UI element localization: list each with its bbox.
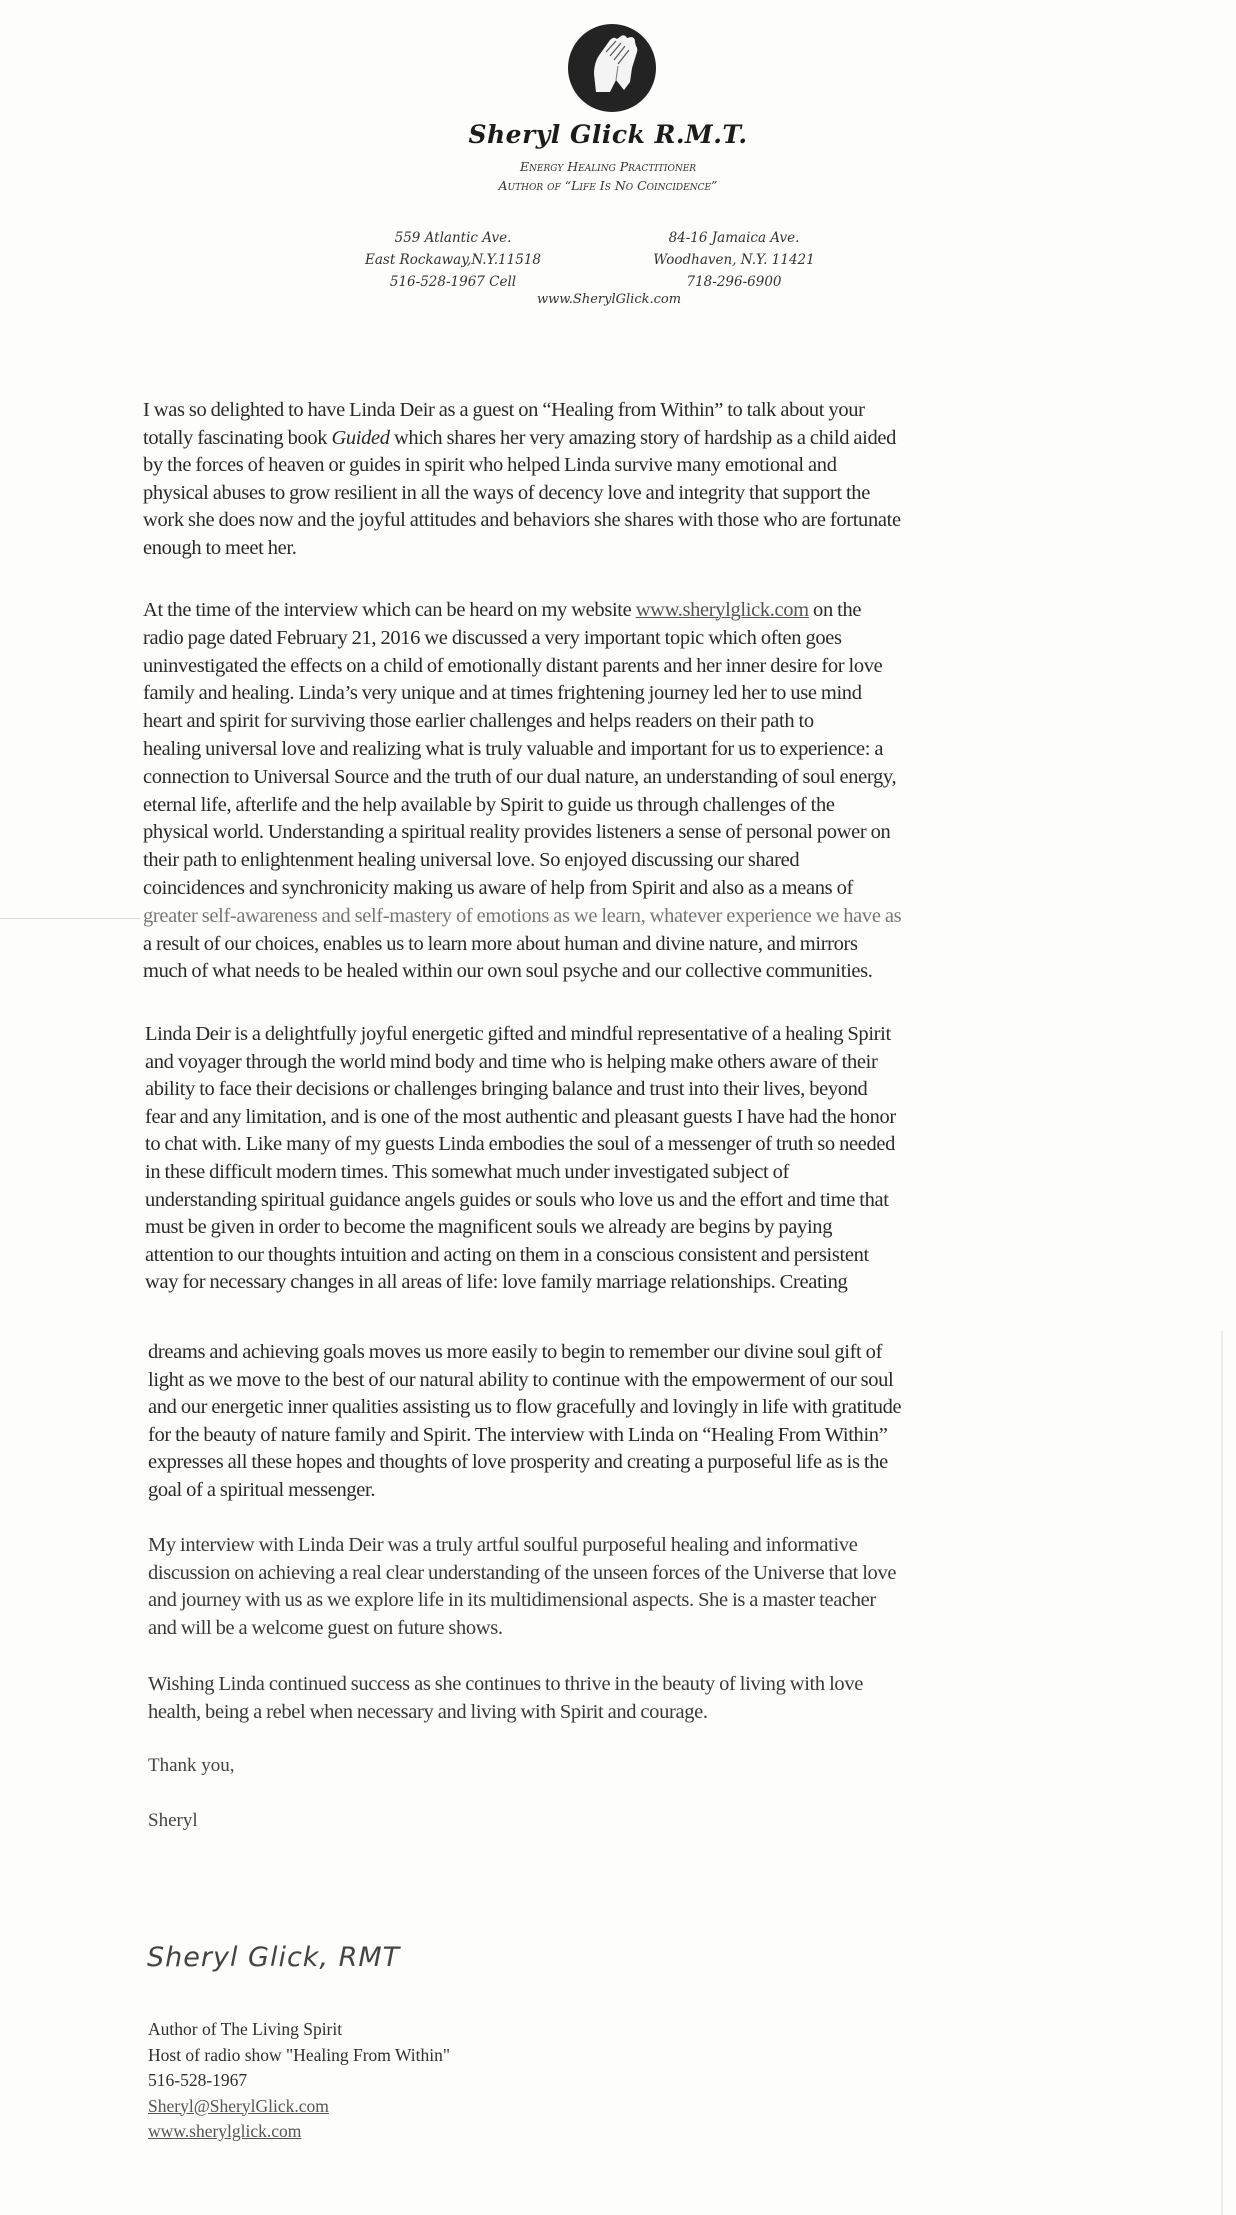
text-span: which shares her very amazing story of hardship as a child aided (389, 426, 897, 449)
signature-block (148, 2017, 450, 2145)
address-left (303, 227, 603, 293)
text-line: in these difficult modern times. This somewhat much under investigated subject of (145, 1160, 790, 1183)
text-line: and our energetic inner qualities assisting us to flow gracefully and lovingly in life with gratitude (148, 1396, 902, 1419)
text-line: eternal life, afterlife and the help available by Spirit to guide us through challenges of the (143, 793, 835, 816)
text-line: by the forces of heaven or guides in spirit who helped Linda survive many emotional and (143, 454, 837, 477)
text-line (143, 597, 1103, 625)
paragraph-2 (143, 597, 1103, 986)
closing-name: Sheryl (148, 1810, 198, 1831)
text-line: heart and spirit for surviving those earlier challenges and helps readers on their path to (143, 710, 814, 733)
text-line: their path to enlightenment healing universal love. So enjoyed discussing our shared (143, 849, 800, 872)
text-line (143, 425, 1103, 453)
text-line: dreams and achieving goals moves us more easily to begin to remember our divine soul gift of (148, 1341, 883, 1363)
signature-website-link[interactable]: www.sherylglick.com (148, 2121, 302, 2141)
text-line: goal of a spiritual messenger. (148, 1478, 376, 1501)
text-line: and will be a welcome guest on future shows. (148, 1616, 503, 1639)
text-line: attention to our thoughts intuition and acting on them in a conscious consistent and persistent (145, 1243, 869, 1266)
address-line: 84-16 Jamaica Ave. (668, 230, 800, 246)
text-line: a result of our choices, enables us to learn more about human and divine nature, and mirrors (143, 932, 858, 955)
letterhead-website: www.SherylGlick.com (536, 292, 682, 307)
text-line: healing universal love and realizing what is truly valuable and important for us to experience: a (143, 737, 884, 760)
phone-line: 516-528-1967 Cell (389, 274, 517, 290)
text-line: health, being a rebel when necessary and living with Spirit and courage. (148, 1700, 708, 1723)
text-line: Linda Deir is a delightfully joyful energetic gifted and mindful representative of a healing Spirit (145, 1023, 891, 1045)
text-line: enough to meet her. (143, 536, 297, 559)
book-title: Guided (331, 426, 390, 449)
text-line: to chat with. Like many of my guests Linda embodies the soul of a messenger of truth so needed (145, 1133, 896, 1156)
address-line: East Rockaway,N.Y.11518 (364, 252, 541, 268)
closing-thanks: Thank you, (148, 1755, 235, 1776)
text-line: physical abuses to grow resilient in all the ways of decency love and integrity that support the (143, 481, 870, 504)
page-edge-line (1221, 1331, 1223, 2215)
phone-line: 718-296-6900 (686, 274, 782, 290)
letterhead-name: Sheryl Glick R.M.T. (468, 120, 748, 149)
text-line: family and healing. Linda’s very unique and at times frightening journey led her to use mind (143, 682, 862, 705)
text-line: greater self-awareness and self-mastery of emotions as we learn, whatever experience we have as (143, 904, 902, 927)
text-line: and journey with us as we explore life in its multidimensional aspects. She is a master teacher (148, 1589, 876, 1612)
text-line: discussion on achieving a real clear understanding of the unseen forces of the Universe that love (148, 1561, 897, 1584)
text-line: for the beauty of nature family and Spirit. The interview with Linda on “Healing From Within” (148, 1423, 888, 1446)
text-line: light as we move to the best of our natural ability to continue with the empowerment of our soul (148, 1368, 894, 1391)
text-line: uninvestigated the effects on a child of emotionally distant parents and her inner desire for love (143, 654, 883, 677)
paragraph-4 (148, 1339, 1108, 1505)
text-line: work she does now and the joyful attitudes and behaviors she shares with those who are fortunate (143, 509, 901, 532)
text-line: Wishing Linda continued success as she continues to thrive in the beauty of living with love (148, 1673, 863, 1695)
paragraph-1 (143, 397, 1103, 563)
letterhead-author-line: Author of “Life Is No Coincidence” (498, 178, 718, 193)
signature-phone: 516-528-1967 (148, 2070, 248, 2090)
text-line: connection to Universal Source and the truth of our dual nature, an understanding of soul energy, (143, 765, 897, 788)
paragraph-6 (148, 1671, 1108, 1726)
text-line: expresses all these hopes and thoughts of love prosperity and creating a purposeful life as is the (148, 1451, 888, 1474)
text-line: ability to face their decisions or challenges bringing balance and trust into their lives, beyond (145, 1078, 868, 1101)
text-span: on the (808, 599, 862, 621)
paragraph-3 (145, 1021, 1105, 1297)
text-line: understanding spiritual guidance angels guides or souls who love us and the effort and time that (145, 1188, 889, 1211)
signature-author-line: Author of The Living Spirit (148, 2019, 343, 2039)
text-span: At the time of the interview which can be heard on my website (143, 599, 636, 621)
text-line: I was so delighted to have Linda Deir as a guest on “Healing from Within” to talk about your (143, 399, 865, 421)
letterhead-subtitle: Energy Healing Practitioner (519, 159, 697, 174)
praying-hands-icon (566, 22, 658, 114)
address-right (584, 227, 884, 293)
website-link[interactable]: www.sherylglick.com (635, 599, 809, 621)
address-line: Woodhaven, N.Y. 11421 (653, 252, 815, 268)
text-line: fear and any limitation, and is one of the most authentic and pleasant guests I have had the honor (145, 1105, 896, 1128)
text-span: totally fascinating book (143, 426, 332, 449)
text-line: physical world. Understanding a spiritual reality provides listeners a sense of personal power on (143, 821, 891, 844)
text-line: must be given in order to become the magnificent souls we already are begins by paying (145, 1216, 833, 1239)
address-line: 559 Atlantic Ave. (394, 230, 512, 246)
signature-email-link[interactable]: Sheryl@SherylGlick.com (148, 2095, 329, 2116)
text-line: My interview with Linda Deir was a truly artful soulful purposeful healing and informative (148, 1534, 858, 1556)
paragraph-5 (148, 1532, 1108, 1642)
signature-script: Sheryl Glick, RMT (147, 1942, 401, 1973)
text-line: radio page dated February 21, 2016 we discussed a very important topic which often goes (143, 626, 842, 649)
signature-host-line: Host of radio show "Healing From Within" (148, 2044, 450, 2065)
paper-fold-line (0, 918, 140, 919)
text-line: way for necessary changes in all areas of life: love family marriage relationships. Creating (145, 1271, 848, 1294)
text-line: and voyager through the world mind body and time who is helping make others aware of their (145, 1050, 878, 1073)
text-line: coincidences and synchronicity making us aware of help from Spirit and also as a means of (143, 876, 853, 899)
text-line: much of what needs to be healed within our own soul psyche and our collective communities. (143, 960, 873, 983)
